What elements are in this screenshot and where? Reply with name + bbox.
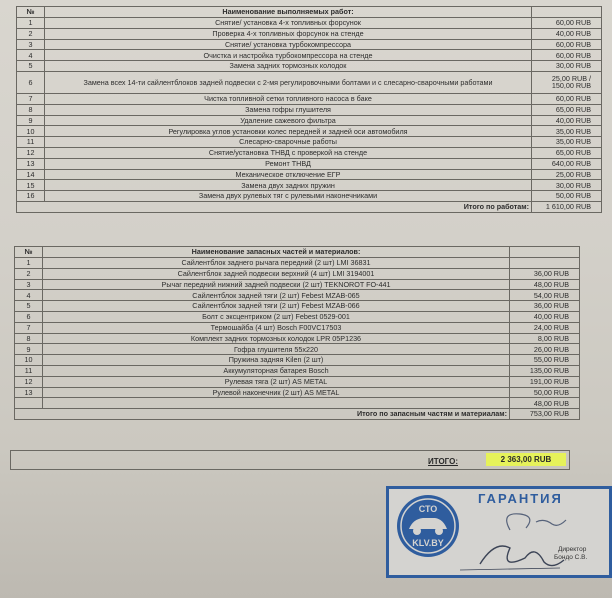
table-row	[17, 191, 602, 202]
work-price: 60,00 RUB	[532, 39, 602, 50]
work-name: Очистка и настройка турбокомпрессора на стенде	[45, 50, 532, 61]
work-name: Слесарно-сварочные работы	[45, 137, 532, 148]
row-number: 3	[17, 39, 45, 50]
work-price: 40,00 RUB	[532, 28, 602, 39]
table-row	[15, 301, 580, 312]
table-row	[15, 344, 580, 355]
part-name: Сайлентблок задней тяги (2 шт) Febest MZAB-065	[43, 290, 510, 301]
row-number: 4	[15, 290, 43, 301]
work-name: Снятие/установка ТНВД с проверкой на стенде	[45, 147, 532, 158]
table-row	[15, 290, 580, 301]
works-total-row	[17, 201, 602, 212]
row-number: 11	[17, 137, 45, 148]
part-name: Гофра глушителя 55x220	[43, 344, 510, 355]
part-name: Рулевой наконечник (2 шт) AS METAL	[43, 387, 510, 398]
parts-total-value: 753,00 RUB	[510, 409, 580, 420]
row-number: 5	[17, 61, 45, 72]
row-number: 15	[17, 180, 45, 191]
work-price: 30,00 RUB	[532, 180, 602, 191]
part-name: Болт с эксцентриком (2 шт) Febest 0529-001	[43, 311, 510, 322]
table-row	[15, 333, 580, 344]
row-number: 14	[17, 169, 45, 180]
table-row	[15, 376, 580, 387]
work-price: 60,00 RUB	[532, 50, 602, 61]
work-price: 65,00 RUB	[532, 104, 602, 115]
logo-top-text: СТО	[418, 504, 438, 514]
row-number: 8	[17, 104, 45, 115]
work-price: 65,00 RUB	[532, 147, 602, 158]
work-price: 25,00 RUB / 150,00 RUB	[532, 71, 602, 93]
stamp-title: ГАРАНТИЯ	[478, 491, 563, 506]
table-row	[17, 169, 602, 180]
part-name: Рычаг передний нижний задней подвески (2 шт) TEKNOROT FO-441	[43, 279, 510, 290]
table-row	[15, 387, 580, 398]
row-number: 9	[15, 344, 43, 355]
work-name: Регулировка углов установки колес передней и задней оси автомобиля	[45, 126, 532, 137]
table-row	[15, 355, 580, 366]
row-number: 12	[17, 147, 45, 158]
works-total-label: Итого по работам:	[17, 201, 532, 212]
parts-header-num: №	[15, 247, 43, 258]
part-price: 191,00 RUB	[510, 376, 580, 387]
works-header-row	[17, 7, 602, 18]
part-price: 48,00 RUB	[510, 398, 580, 409]
work-name: Проверка 4-х топливных форсунок на стенде	[45, 28, 532, 39]
table-row	[17, 104, 602, 115]
row-number: 5	[15, 301, 43, 312]
table-row	[15, 311, 580, 322]
work-price: 25,00 RUB	[532, 169, 602, 180]
itogo-label: ИТОГО:	[428, 457, 458, 466]
part-name: Сайлентблок задней тяги (2 шт) Febest MZAB-066	[43, 301, 510, 312]
parts-header-title: Наименование запасных частей и материалов:	[43, 247, 510, 258]
row-number: 2	[15, 268, 43, 279]
part-name: Сайлентблок задней подвески верхний (4 шт) LMI 3194001	[43, 268, 510, 279]
parts-total-row	[15, 409, 580, 420]
logo-bottom-text: KLV.BY	[412, 538, 444, 548]
part-price: 55,00 RUB	[510, 355, 580, 366]
work-price: 30,00 RUB	[532, 61, 602, 72]
part-name: Сайлентблок заднего рычага передний (2 шт) LMI 36831	[43, 258, 510, 269]
table-row	[17, 39, 602, 50]
parts-table	[14, 246, 580, 420]
table-row	[15, 398, 580, 409]
work-price: 60,00 RUB	[532, 93, 602, 104]
table-row	[17, 115, 602, 126]
row-number: 8	[15, 333, 43, 344]
work-price: 640,00 RUB	[532, 158, 602, 169]
row-number: 6	[17, 71, 45, 93]
part-price: 135,00 RUB	[510, 365, 580, 376]
works-table	[16, 6, 602, 213]
part-name: Аккумуляторная батарея Bosch	[43, 365, 510, 376]
works-header-num: №	[17, 7, 45, 18]
table-row	[17, 28, 602, 39]
table-row	[17, 126, 602, 137]
table-row	[17, 93, 602, 104]
signature	[440, 500, 570, 585]
row-number: 9	[17, 115, 45, 126]
part-price: 24,00 RUB	[510, 322, 580, 333]
work-price: 60,00 RUB	[532, 18, 602, 29]
table-row	[15, 268, 580, 279]
part-price	[510, 258, 580, 269]
work-price: 35,00 RUB	[532, 137, 602, 148]
work-name: Замена всех 14-ти сайлентблоков задней подвески с 2-мя регулировочными болтами и с слесарно-сварочными работами	[45, 71, 532, 93]
parts-total-label: Итого по запасным частям и материалам:	[15, 409, 510, 420]
part-name: Комплект задних тормозных колодок LPR 05P1236	[43, 333, 510, 344]
part-price: 40,00 RUB	[510, 311, 580, 322]
work-name: Удаление сажевого фильтра	[45, 115, 532, 126]
row-number: 16	[17, 191, 45, 202]
table-row	[17, 18, 602, 29]
work-name: Замена задних тормозных колодок	[45, 61, 532, 72]
part-price: 54,00 RUB	[510, 290, 580, 301]
row-number: 7	[15, 322, 43, 333]
table-row	[15, 365, 580, 376]
table-row	[17, 180, 602, 191]
works-total-value: 1 610,00 RUB	[532, 201, 602, 212]
part-price: 50,00 RUB	[510, 387, 580, 398]
part-name: Рулевая тяга (2 шт) AS METAL	[43, 376, 510, 387]
row-number: 1	[15, 258, 43, 269]
part-price: 36,00 RUB	[510, 268, 580, 279]
table-row	[17, 50, 602, 61]
table-row	[15, 322, 580, 333]
row-number: 7	[17, 93, 45, 104]
work-name: Замена двух рулевых тяг с рулевыми наконечниками	[45, 191, 532, 202]
work-name: Механическое отключение ЕГР	[45, 169, 532, 180]
work-name: Снятие/ установка 4-х топливных форсунок	[45, 18, 532, 29]
parts-header-row	[15, 247, 580, 258]
work-name: Чистка топливной сетки топливного насоса в баке	[45, 93, 532, 104]
work-price: 40,00 RUB	[532, 115, 602, 126]
row-number: 13	[15, 387, 43, 398]
part-name: Пружина задняя Kilen (2 шт)	[43, 355, 510, 366]
row-number: 10	[17, 126, 45, 137]
itogo-value: 2 363,00 RUB	[486, 453, 566, 466]
table-row	[17, 61, 602, 72]
part-price: 26,00 RUB	[510, 344, 580, 355]
row-number: 11	[15, 365, 43, 376]
row-number: 2	[17, 28, 45, 39]
table-row	[17, 137, 602, 148]
table-row	[17, 158, 602, 169]
work-price: 35,00 RUB	[532, 126, 602, 137]
work-name: Замена двух задних пружин	[45, 180, 532, 191]
work-name: Замена гофры глушителя	[45, 104, 532, 115]
part-price: 36,00 RUB	[510, 301, 580, 312]
part-name: Термошайба (4 шт) Bosch F00VC17503	[43, 322, 510, 333]
row-number: 10	[15, 355, 43, 366]
stamp-person: Бондо С.В.	[554, 554, 588, 561]
row-number: 1	[17, 18, 45, 29]
row-number: 6	[15, 311, 43, 322]
work-name: Ремонт ТНВД	[45, 158, 532, 169]
part-price: 48,00 RUB	[510, 279, 580, 290]
table-row	[15, 279, 580, 290]
work-name: Снятие/ установка турбокомпрессора	[45, 39, 532, 50]
works-header-title: Наименование выполняемых работ:	[45, 7, 532, 18]
table-row	[17, 147, 602, 158]
row-number: 4	[17, 50, 45, 61]
part-price: 8,00 RUB	[510, 333, 580, 344]
row-number: 13	[17, 158, 45, 169]
table-row	[17, 71, 602, 93]
stamp-role: Директор	[558, 546, 587, 553]
work-price: 50,00 RUB	[532, 191, 602, 202]
row-number: 3	[15, 279, 43, 290]
table-row	[15, 258, 580, 269]
row-number: 12	[15, 376, 43, 387]
